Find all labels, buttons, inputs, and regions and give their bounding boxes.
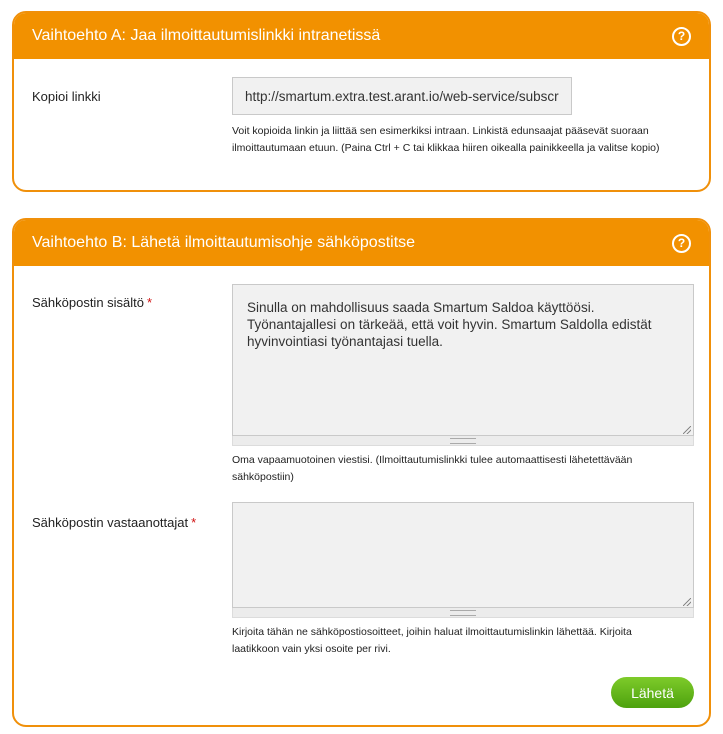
- email-recipients-label: [32, 515, 196, 530]
- option-b-header: [14, 220, 709, 266]
- email-recipients-label-text: Sähköpostin vastaanottajat: [32, 515, 189, 530]
- option-b-title: Vaihtoehto B: Lähetä ilmoittautumisohje sähköpostitse: [32, 234, 416, 251]
- link-input[interactable]: [232, 77, 572, 115]
- email-recipients-textarea[interactable]: [232, 502, 694, 608]
- option-b-panel: [12, 218, 711, 727]
- required-marker: *: [147, 295, 153, 310]
- copy-link-help-line: ilmoittautumaan etuun. (Paina Ctrl + C tai klikkaa hiiren oikealla painikkeella ja valitse kopio): [232, 142, 660, 154]
- email-content-label: [32, 295, 152, 310]
- help-icon[interactable]: ?: [672, 27, 691, 46]
- option-a-header: [14, 13, 709, 59]
- resize-handle-icon[interactable]: [683, 598, 691, 606]
- grip-lines-icon: [450, 610, 476, 616]
- email-content-label-text: Sähköpostin sisältö: [32, 295, 145, 310]
- send-button[interactable]: Lähetä: [611, 677, 694, 708]
- email-recipients-help-line: Kirjoita tähän ne sähköpostiosoitteet, joihin haluat ilmoittautumislinkin lähettää. Kirjoita: [232, 626, 632, 638]
- grip-lines-icon: [450, 438, 476, 444]
- option-a-panel: [12, 11, 711, 192]
- email-recipients-help: [232, 624, 632, 658]
- email-content-help-line: Oma vapaamuotoinen viestisi. (Ilmoittautumislinkki tulee automaattisesti lähetettävään: [232, 454, 633, 466]
- email-content-textarea[interactable]: [232, 284, 694, 436]
- email-content-help-line: sähköpostiin): [232, 471, 294, 483]
- option-a-title: Vaihtoehto A: Jaa ilmoittautumislinkki intranetissä: [32, 27, 381, 44]
- textarea-resize-grip[interactable]: [232, 608, 694, 618]
- copy-link-help: [232, 123, 660, 157]
- required-marker: *: [191, 515, 197, 530]
- email-recipients-help-line: laatikkoon vain yksi osoite per rivi.: [232, 643, 391, 655]
- help-icon[interactable]: ?: [672, 234, 691, 253]
- textarea-resize-grip[interactable]: [232, 436, 694, 446]
- email-recipients-field: [232, 502, 694, 618]
- copy-link-label: Kopioi linkki: [32, 89, 101, 104]
- copy-link-help-line: Voit kopioida linkin ja liittää sen esimerkiksi intraan. Linkistä edunsaajat pääsevät suoraan: [232, 125, 649, 137]
- email-content-field: [232, 284, 694, 446]
- email-content-help: [232, 452, 632, 486]
- resize-handle-icon[interactable]: [683, 426, 691, 434]
